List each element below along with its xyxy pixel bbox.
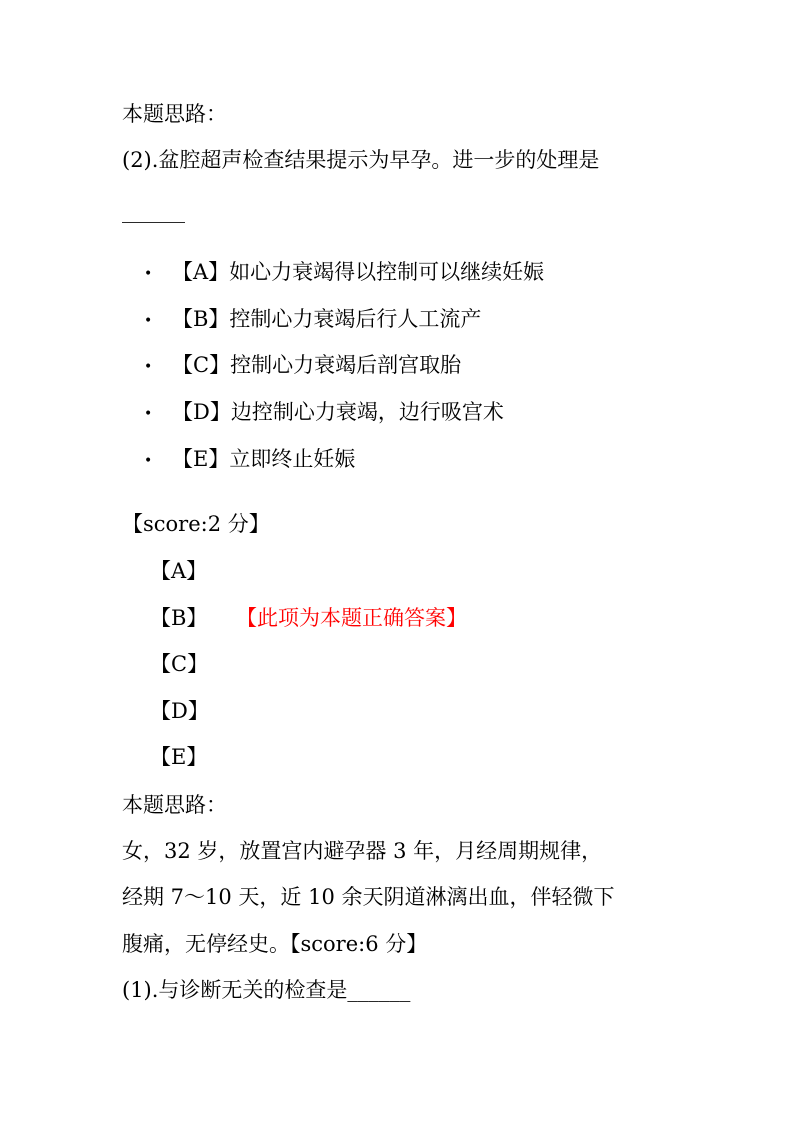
bullet-icon: • <box>144 405 153 422</box>
question-2-stem: (2).盆腔超声检查结果提示为早孕。进一步的处理是 <box>122 148 600 172</box>
option-text: 【E】立即终止妊娠 <box>172 447 356 471</box>
answer-a: 【A】 <box>150 559 208 583</box>
option-e <box>144 444 355 476</box>
option-b <box>144 304 481 336</box>
answer-b: 【B】 <box>150 606 208 630</box>
thinking-label: 本题思路： <box>122 793 227 817</box>
thinking-label: 本题思路： <box>122 102 227 126</box>
answer-c: 【C】 <box>150 652 209 676</box>
option-a <box>144 257 544 289</box>
answer-e: 【E】 <box>150 745 208 769</box>
option-d <box>144 397 504 429</box>
score-label: 【score:2 分】 <box>122 512 270 536</box>
correct-answer-marker: 【此项为本题正确答案】 <box>236 606 467 630</box>
option-text: 【D】边控制心力衰竭，边行吸宫术 <box>172 400 504 424</box>
bullet-icon: • <box>144 358 153 375</box>
question-1-stem: (1).与诊断无关的检查是______ <box>122 978 411 1002</box>
bullet-icon: • <box>144 452 153 469</box>
answer-d: 【D】 <box>150 699 209 723</box>
option-text: 【C】控制心力衰竭后剖宫取胎 <box>172 353 462 377</box>
case-line-3: 腹痛，无停经史。【score:6 分】 <box>122 932 428 956</box>
case-line-2: 经期 7～10 天，近 10 余天阴道淋漓出血，伴轻微下 <box>122 885 615 909</box>
option-text: 【A】如心力衰竭得以控制可以继续妊娠 <box>172 260 545 284</box>
option-text: 【B】控制心力衰竭后行人工流产 <box>172 307 482 331</box>
answer-blank: ______ <box>122 199 185 223</box>
bullet-icon: • <box>144 265 153 282</box>
case-line-1: 女，32 岁，放置宫内避孕器 3 年，月经周期规律， <box>122 839 603 863</box>
bullet-icon: • <box>144 312 153 329</box>
option-c <box>144 350 461 382</box>
